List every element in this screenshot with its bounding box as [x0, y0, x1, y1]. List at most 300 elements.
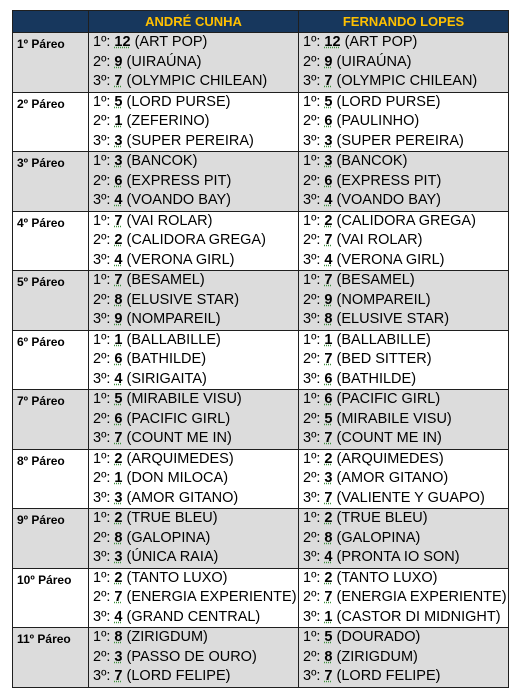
pick-line: [299, 529, 508, 549]
pick-position: 2º:: [93, 53, 115, 70]
pick-position: 2º:: [93, 172, 115, 189]
pick-position: 3º:: [93, 489, 115, 506]
pick-position: 2º:: [303, 529, 325, 546]
pick-position: 3º:: [93, 668, 115, 684]
pick-line: [299, 231, 508, 251]
pick-horse-name: (PACIFIC GIRL): [122, 410, 231, 427]
pick-line: [299, 548, 508, 568]
pick-position: 1º:: [93, 212, 115, 229]
pick-line: [89, 331, 298, 351]
pick-horse-name: (SUPER PEREIRA): [332, 132, 464, 149]
pick-number: 5: [324, 629, 333, 645]
pick-line: [299, 331, 508, 351]
pick-line: [89, 648, 298, 668]
pick-horse-name: (ARQUIMEDES): [122, 450, 234, 467]
race-label: 3º Páreo: [13, 152, 89, 212]
pick-horse-name: (PAULINHO): [332, 113, 420, 129]
pick-position: 3º:: [93, 370, 115, 387]
pick-position: 3º:: [93, 549, 115, 565]
race-label: 10º Páreo: [13, 568, 89, 628]
pick-horse-name: (VOANDO BAY): [122, 192, 231, 208]
pick-line: [299, 112, 508, 132]
pick-position: 1º:: [93, 272, 115, 288]
pick-number: 2: [114, 569, 123, 586]
pick-number: 9: [114, 53, 123, 70]
pick-horse-name: (EXPRESS PIT): [332, 172, 442, 189]
pick-position: 1º:: [93, 331, 115, 348]
pick-position: 2º:: [303, 410, 325, 427]
race-row: [13, 152, 509, 212]
pick-position: 1º:: [303, 153, 325, 169]
pick-number: 7: [324, 73, 333, 89]
pick-horse-name: (ÚNICA RAIA): [122, 549, 219, 565]
pick-horse-name: (ENERGIA EXPERIENTE): [122, 589, 297, 605]
pick-number: 7: [114, 430, 123, 446]
pick-line: [89, 152, 298, 172]
race-row: [13, 390, 509, 450]
pick-line: [89, 191, 298, 211]
pick-line: [89, 172, 298, 192]
pick-position: 3º:: [93, 73, 115, 89]
pick-line: [89, 72, 298, 92]
pick-horse-name: (NOMPAREIL): [332, 291, 431, 308]
pick-position: 3º:: [303, 608, 325, 625]
pick-line: [89, 548, 298, 568]
pick-number: 1: [114, 113, 123, 129]
pick-horse-name: (TANTO LUXO): [332, 569, 438, 586]
pick-number: 12: [114, 34, 131, 50]
pick-number: 2: [324, 212, 333, 229]
pick-number: 4: [324, 251, 333, 268]
pick-number: 3: [324, 470, 333, 486]
pick-position: 1º:: [93, 93, 115, 110]
pick-position: 2º:: [93, 529, 115, 546]
pick-position: 1º:: [303, 569, 325, 586]
pick-position: 3º:: [303, 549, 325, 565]
pick-line: [299, 172, 508, 192]
pick-number: 8: [324, 529, 333, 546]
pick-line: [89, 608, 298, 628]
pick-number: 7: [324, 351, 333, 367]
pick-position: 1º:: [93, 153, 115, 169]
pick-line: [89, 370, 298, 390]
pick-line: [299, 469, 508, 489]
pick-position: 2º:: [93, 648, 115, 665]
pick-line: [299, 132, 508, 152]
pick-position: 1º:: [303, 272, 325, 288]
pick-position: 1º:: [93, 510, 115, 526]
pick-line: [89, 628, 298, 648]
picks-cell-andre: [89, 271, 299, 331]
picks-cell-andre: [89, 330, 299, 390]
pick-number: 6: [114, 410, 123, 427]
race-row: [13, 211, 509, 271]
pick-horse-name: (CASTOR DI MIDNIGHT): [332, 608, 501, 625]
picks-body: [13, 33, 509, 688]
pick-number: 4: [324, 549, 333, 565]
pick-horse-name: (VAI ROLAR): [332, 232, 423, 248]
picks-cell-fernando: [299, 449, 509, 509]
pick-number: 2: [114, 450, 123, 467]
pick-line: [89, 429, 298, 449]
pick-horse-name: (ELUSIVE STAR): [332, 311, 450, 327]
header-fernando-lopes: FERNANDO LOPES: [299, 11, 509, 33]
pick-horse-name: (BANCOK): [122, 153, 198, 169]
pick-number: 8: [324, 311, 333, 327]
pick-horse-name: (ELUSIVE STAR): [122, 291, 240, 308]
pick-horse-name: (ZIRIGDUM): [332, 648, 418, 665]
pick-number: 3: [324, 132, 333, 149]
picks-cell-andre: [89, 628, 299, 688]
pick-horse-name: (VERONA GIRL): [332, 251, 445, 268]
pick-line: [299, 410, 508, 430]
pick-position: 2º:: [303, 172, 325, 189]
pick-position: 1º:: [303, 510, 325, 526]
pick-number: 2: [114, 510, 123, 526]
pick-horse-name: (BESAMEL): [122, 272, 205, 288]
pick-line: [299, 271, 508, 291]
picks-cell-fernando: [299, 271, 509, 331]
pick-line: [299, 72, 508, 92]
pick-horse-name: (MIRABILE VISU): [332, 410, 452, 427]
pick-horse-name: (VERONA GIRL): [122, 251, 235, 268]
pick-number: 6: [114, 351, 123, 367]
pick-line: [299, 648, 508, 668]
pick-number: 8: [114, 629, 123, 645]
pick-horse-name: (OLYMPIC CHILEAN): [332, 73, 478, 89]
pick-line: [89, 33, 298, 53]
pick-line: [299, 212, 508, 232]
pick-horse-name: (BALLABILLE): [332, 331, 431, 348]
pick-number: 4: [324, 192, 333, 208]
pick-position: 1º:: [93, 569, 115, 586]
pick-horse-name: (VALIENTE Y GUAPO): [332, 489, 485, 506]
pick-line: [299, 667, 508, 687]
pick-number: 1: [114, 470, 123, 486]
pick-number: 6: [114, 172, 123, 189]
picks-cell-fernando: [299, 568, 509, 628]
pick-horse-name: (TRUE BLEU): [332, 510, 428, 526]
pick-horse-name: (ART POP): [340, 34, 418, 50]
pick-position: 3º:: [303, 192, 325, 208]
picks-cell-andre: [89, 509, 299, 569]
race-label: 4º Páreo: [13, 211, 89, 271]
race-label: 2º Páreo: [13, 92, 89, 152]
pick-position: 3º:: [93, 430, 115, 446]
pick-position: 1º:: [303, 629, 325, 645]
picks-cell-fernando: [299, 628, 509, 688]
pick-position: 3º:: [93, 251, 115, 268]
race-label: 6º Páreo: [13, 330, 89, 390]
picks-cell-andre: [89, 33, 299, 93]
race-row: [13, 568, 509, 628]
pick-horse-name: (AMOR GITANO): [332, 470, 449, 486]
pick-number: 1: [114, 331, 123, 348]
picks-cell-fernando: [299, 33, 509, 93]
header-andre-cunha: ANDRÉ CUNHA: [89, 11, 299, 33]
pick-line: [299, 310, 508, 330]
pick-horse-name: (GRAND CENTRAL): [122, 608, 261, 625]
race-row: [13, 271, 509, 331]
pick-horse-name: (TANTO LUXO): [122, 569, 228, 586]
race-row: [13, 330, 509, 390]
pick-number: 12: [324, 34, 341, 50]
pick-horse-name: (GALOPINA): [332, 529, 421, 546]
pick-horse-name: (LORD FELIPE): [122, 668, 231, 684]
race-row: [13, 628, 509, 688]
pick-line: [89, 569, 298, 589]
pick-number: 2: [324, 510, 333, 526]
picks-cell-andre: [89, 211, 299, 271]
pick-number: 3: [114, 132, 123, 149]
pick-horse-name: (VAI ROLAR): [122, 212, 213, 229]
pick-line: [299, 93, 508, 113]
pick-number: 7: [324, 272, 333, 288]
pick-horse-name: (COUNT ME IN): [122, 430, 232, 446]
pick-number: 9: [324, 291, 333, 308]
picks-table: [12, 10, 509, 688]
pick-position: 2º:: [93, 470, 115, 486]
picks-cell-fernando: [299, 330, 509, 390]
pick-number: 2: [324, 569, 333, 586]
pick-line: [299, 370, 508, 390]
pick-horse-name: (ENERGIA EXPERIENTE): [332, 589, 507, 605]
pick-horse-name: (BED SITTER): [332, 351, 432, 367]
pick-horse-name: (SIRIGAITA): [122, 370, 207, 387]
pick-position: 2º:: [303, 589, 325, 605]
pick-horse-name: (LORD FELIPE): [332, 668, 441, 684]
picks-cell-fernando: [299, 211, 509, 271]
pick-position: 2º:: [303, 113, 325, 129]
pick-number: 1: [324, 331, 333, 348]
pick-line: [89, 251, 298, 271]
pick-horse-name: (LORD PURSE): [122, 93, 231, 110]
pick-number: 4: [114, 608, 123, 625]
pick-horse-name: (BANCOK): [332, 153, 408, 169]
pick-horse-name: (PACIFIC GIRL): [332, 391, 441, 407]
pick-number: 7: [114, 73, 123, 89]
picks-cell-andre: [89, 390, 299, 450]
pick-horse-name: (UIRAÚNA): [122, 53, 202, 70]
picks-cell-andre: [89, 152, 299, 212]
pick-line: [299, 450, 508, 470]
pick-number: 8: [114, 291, 123, 308]
pick-line: [89, 53, 298, 73]
pick-horse-name: (UIRAÚNA): [332, 53, 412, 70]
picks-table-container: [12, 10, 508, 688]
pick-line: [89, 231, 298, 251]
pick-number: 4: [114, 192, 123, 208]
header-corner: [13, 11, 89, 33]
pick-number: 4: [114, 251, 123, 268]
pick-horse-name: (CALIDORA GREGA): [332, 212, 476, 229]
picks-cell-fernando: [299, 92, 509, 152]
pick-number: 5: [114, 391, 123, 407]
pick-line: [89, 588, 298, 608]
pick-line: [89, 310, 298, 330]
pick-horse-name: (ART POP): [130, 34, 208, 50]
pick-position: 1º:: [303, 93, 325, 110]
pick-horse-name: (ZEFERINO): [122, 113, 210, 129]
pick-line: [299, 390, 508, 410]
pick-position: 2º:: [303, 648, 325, 665]
pick-horse-name: (SUPER PEREIRA): [122, 132, 254, 149]
pick-line: [89, 350, 298, 370]
pick-position: 2º:: [93, 589, 115, 605]
pick-line: [89, 271, 298, 291]
pick-position: 3º:: [93, 311, 115, 327]
pick-number: 6: [324, 370, 333, 387]
pick-position: 1º:: [303, 450, 325, 467]
pick-line: [299, 291, 508, 311]
pick-line: [299, 152, 508, 172]
pick-number: 9: [114, 311, 123, 327]
pick-horse-name: (LORD PURSE): [332, 93, 441, 110]
pick-line: [89, 410, 298, 430]
pick-position: 1º:: [93, 450, 115, 467]
pick-horse-name: (BALLABILLE): [122, 331, 221, 348]
pick-position: 3º:: [303, 311, 325, 327]
pick-number: 1: [324, 608, 333, 625]
pick-horse-name: (COUNT ME IN): [332, 430, 442, 446]
pick-position: 2º:: [93, 113, 115, 129]
pick-position: 3º:: [93, 192, 115, 208]
pick-line: [89, 469, 298, 489]
pick-number: 3: [114, 153, 123, 169]
pick-number: 9: [324, 53, 333, 70]
pick-position: 1º:: [303, 391, 325, 407]
pick-line: [89, 390, 298, 410]
header-row: [13, 11, 509, 33]
pick-line: [299, 608, 508, 628]
pick-position: 1º:: [303, 212, 325, 229]
pick-number: 8: [324, 648, 333, 665]
pick-line: [299, 191, 508, 211]
pick-number: 7: [324, 489, 333, 506]
pick-position: 2º:: [303, 351, 325, 367]
pick-line: [299, 628, 508, 648]
pick-number: 7: [324, 232, 333, 248]
picks-cell-fernando: [299, 390, 509, 450]
pick-number: 7: [114, 272, 123, 288]
pick-line: [89, 212, 298, 232]
pick-position: 3º:: [93, 608, 115, 625]
pick-number: 2: [114, 232, 123, 248]
pick-line: [299, 251, 508, 271]
pick-horse-name: (BESAMEL): [332, 272, 415, 288]
pick-number: 8: [114, 529, 123, 546]
pick-number: 2: [324, 450, 333, 467]
pick-position: 1º:: [303, 331, 325, 348]
pick-horse-name: (EXPRESS PIT): [122, 172, 232, 189]
pick-position: 2º:: [303, 291, 325, 308]
race-label: 9º Páreo: [13, 509, 89, 569]
pick-line: [89, 509, 298, 529]
pick-position: 3º:: [303, 668, 325, 684]
race-row: [13, 92, 509, 152]
pick-line: [89, 132, 298, 152]
pick-position: 1º:: [303, 34, 325, 50]
pick-position: 1º:: [93, 391, 115, 407]
pick-line: [299, 429, 508, 449]
pick-position: 2º:: [93, 291, 115, 308]
pick-number: 4: [114, 370, 123, 387]
pick-horse-name: (BATHILDE): [122, 351, 207, 367]
pick-position: 3º:: [303, 132, 325, 149]
pick-number: 3: [114, 549, 123, 565]
pick-position: 3º:: [93, 132, 115, 149]
pick-horse-name: (CALIDORA GREGA): [122, 232, 266, 248]
pick-number: 7: [114, 668, 123, 684]
pick-line: [89, 112, 298, 132]
pick-horse-name: (ARQUIMEDES): [332, 450, 444, 467]
pick-line: [89, 450, 298, 470]
pick-position: 3º:: [303, 251, 325, 268]
pick-horse-name: (VOANDO BAY): [332, 192, 441, 208]
pick-position: 1º:: [93, 34, 115, 50]
pick-position: 2º:: [93, 232, 115, 248]
pick-number: 7: [114, 212, 123, 229]
pick-horse-name: (DON MILOCA): [122, 470, 229, 486]
picks-cell-andre: [89, 92, 299, 152]
picks-cell-andre: [89, 449, 299, 509]
pick-number: 7: [324, 430, 333, 446]
pick-line: [89, 291, 298, 311]
pick-line: [89, 529, 298, 549]
pick-horse-name: (AMOR GITANO): [122, 489, 239, 506]
pick-position: 2º:: [93, 410, 115, 427]
pick-horse-name: (TRUE BLEU): [122, 510, 218, 526]
pick-horse-name: (MIRABILE VISU): [122, 391, 242, 407]
race-label: 1º Páreo: [13, 33, 89, 93]
race-label: 5º Páreo: [13, 271, 89, 331]
pick-position: 3º:: [303, 430, 325, 446]
pick-number: 7: [114, 589, 123, 605]
pick-line: [299, 53, 508, 73]
pick-line: [299, 588, 508, 608]
pick-line: [299, 569, 508, 589]
pick-number: 6: [324, 113, 333, 129]
race-row: [13, 33, 509, 93]
pick-position: 2º:: [93, 351, 115, 367]
pick-number: 6: [324, 172, 333, 189]
pick-number: 5: [324, 93, 333, 110]
race-row: [13, 449, 509, 509]
pick-line: [299, 350, 508, 370]
picks-cell-andre: [89, 568, 299, 628]
pick-number: 5: [324, 410, 333, 427]
pick-position: 3º:: [303, 73, 325, 89]
pick-number: 5: [114, 93, 123, 110]
pick-horse-name: (DOURADO): [332, 629, 421, 645]
pick-number: 3: [114, 648, 123, 665]
pick-position: 2º:: [303, 53, 325, 70]
pick-number: 7: [324, 668, 333, 684]
pick-horse-name: (PASSO DE OURO): [122, 648, 257, 665]
pick-number: 7: [324, 589, 333, 605]
pick-line: [299, 33, 508, 53]
pick-horse-name: (PRONTA IO SON): [332, 549, 460, 565]
race-label: 11º Páreo: [13, 628, 89, 688]
pick-position: 2º:: [303, 470, 325, 486]
pick-number: 3: [324, 153, 333, 169]
pick-horse-name: (GALOPINA): [122, 529, 211, 546]
pick-number: 3: [114, 489, 123, 506]
pick-horse-name: (NOMPAREIL): [122, 311, 221, 327]
pick-horse-name: (OLYMPIC CHILEAN): [122, 73, 268, 89]
pick-horse-name: (ZIRIGDUM): [122, 629, 208, 645]
pick-position: 1º:: [93, 629, 115, 645]
